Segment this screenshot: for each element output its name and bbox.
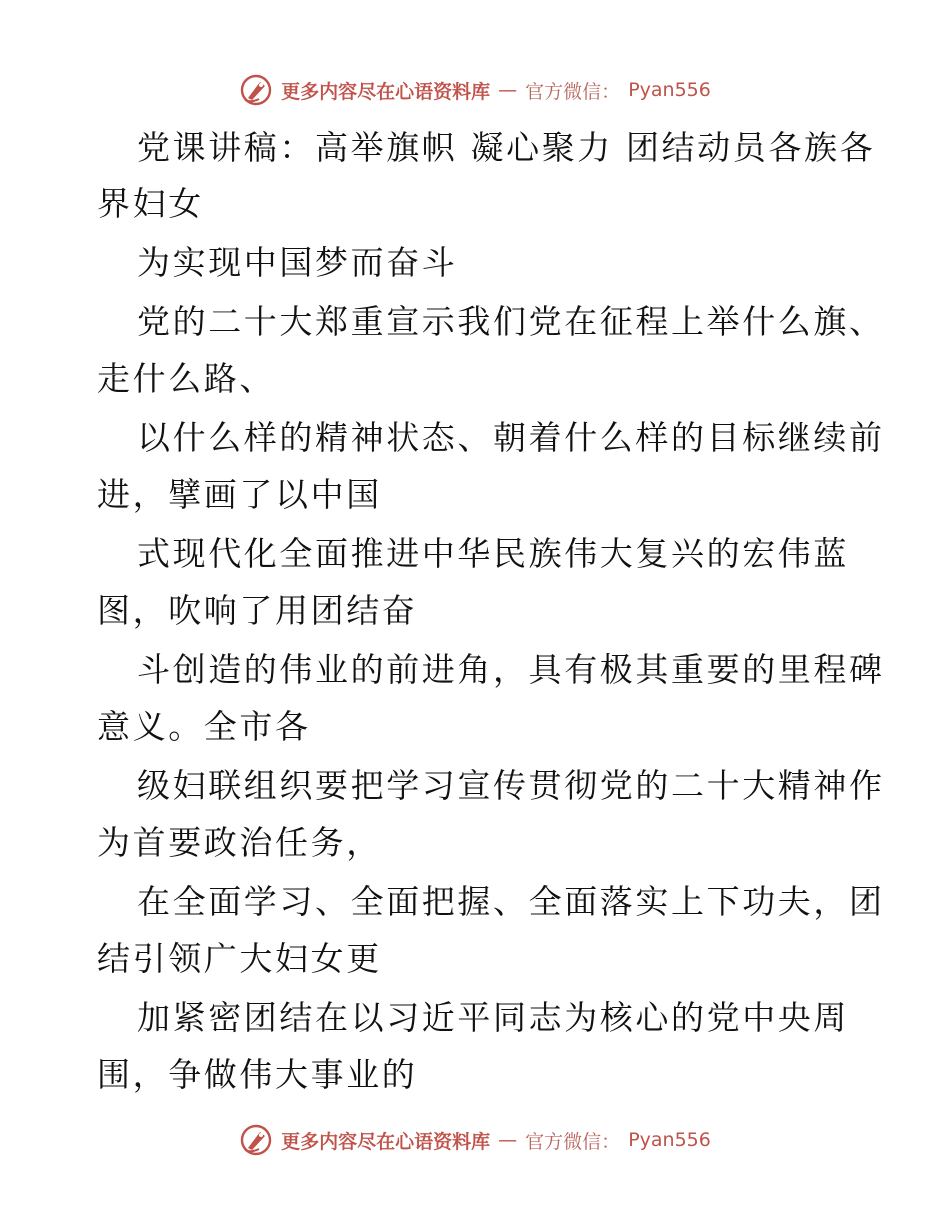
banner-wechat-id: Pyan556 [628,79,711,101]
text-line: 进，擘画了以中国 [97,475,382,514]
text-line: 斗创造的伟业的前进角，具有极其重要的里程碑 [137,650,885,689]
text-line: 意义。全市各 [97,707,311,746]
text-line: 党的二十大郑重宣示我们党在征程上举什么旗、 [137,302,885,341]
text-line: 界妇女 [97,184,204,223]
text-line: 为首要政治任务， [97,823,382,862]
pen-nib-logo-icon [239,1123,273,1157]
text-line: 加紧密团结在以习近平同志为核心的党中央周 [137,998,849,1037]
banner-title: 更多内容尽在心语资料库 [281,1130,491,1153]
text-line: 图，吹响了用团结奋 [97,591,418,630]
text-line: 党课讲稿：高举旗帜 凝心聚力 团结动员各族各 [137,128,876,167]
text-line: 走什么路、 [97,359,275,398]
footer-banner [0,1118,950,1162]
banner-wechat-label: 官方微信： [525,1130,621,1153]
banner-separator: — [498,1129,518,1151]
pen-nib-logo-icon [239,73,273,107]
header-banner [0,68,950,112]
banner-wechat-id: Pyan556 [628,1129,711,1151]
text-line: 为实现中国梦而奋斗 [137,243,458,282]
text-line: 在全面学习、全面把握、全面落实上下功夫，团 [137,882,885,921]
banner-title: 更多内容尽在心语资料库 [281,80,491,103]
text-line: 以什么样的精神状态、朝着什么样的目标继续前 [137,418,885,457]
text-line: 级妇联组织要把学习宣传贯彻党的二十大精神作 [137,766,885,805]
text-line: 式现代化全面推进中华民族伟大复兴的宏伟蓝 [137,534,849,573]
text-line: 围，争做伟大事业的 [97,1055,418,1094]
text-line: 结引领广大妇女更 [97,939,382,978]
banner-separator: — [498,79,518,101]
banner-wechat-label: 官方微信： [525,80,621,103]
